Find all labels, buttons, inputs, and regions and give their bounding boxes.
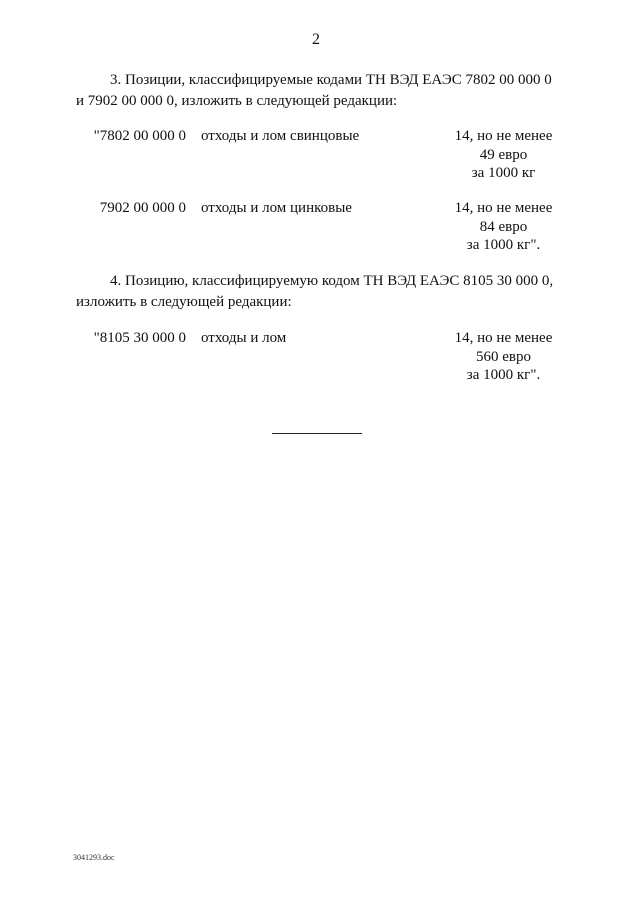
entry-rate	[431, 127, 576, 183]
entry-code: 7902 00 000 0	[99, 200, 186, 216]
paragraph-item-4-line-1	[76, 271, 558, 292]
entry-code: "7802 00 000 0	[93, 128, 186, 144]
entry-rate-line-1: 14, но не менее	[454, 330, 553, 346]
entry-rate-line-1: 14, но не менее	[454, 128, 553, 144]
entry-description: отходы и лом	[201, 330, 287, 346]
entry-rate	[431, 329, 576, 385]
paragraph-item-4-line-2: изложить в следующей редакции:	[76, 294, 292, 310]
paragraph-item-3-line-2: и 7902 00 000 0, изложить в следующей редакции:	[76, 93, 398, 109]
entry-rate-line-3: за 1000 кг".	[466, 367, 541, 383]
entry-description: отходы и лом свинцовые	[201, 128, 360, 144]
entry-rate-line-2: 560 евро	[476, 348, 531, 365]
entry-rate-line-3: за 1000 кг	[471, 165, 536, 181]
paragraph-item-3-line-1	[76, 70, 558, 91]
page-number: 2	[312, 31, 320, 48]
entry-rate-line-2: 49 евро	[479, 146, 528, 163]
entry-rate-line-1: 14, но не менее	[454, 200, 553, 216]
end-separator-line	[272, 433, 362, 434]
document-file-reference: 3041293.doc	[73, 853, 115, 862]
entry-rate-line-2: 84 евро	[479, 218, 528, 235]
entry-rate-line-3: за 1000 кг".	[466, 237, 541, 253]
entry-description: отходы и лом цинковые	[201, 200, 352, 216]
entry-rate	[431, 199, 576, 255]
paragraph-item-4-text-1: 4. Позицию, классифицируемую кодом ТН ВЭД ЕАЭС 8105 30 000 0,	[110, 273, 554, 289]
paragraph-item-4	[76, 271, 558, 313]
paragraph-item-3-text-1: 3. Позиции, классифицируемые кодами ТН ВЭД ЕАЭС 7802 00 000 0	[110, 72, 552, 88]
paragraph-item-3	[76, 70, 558, 112]
entry-code: "8105 30 000 0	[93, 330, 186, 346]
